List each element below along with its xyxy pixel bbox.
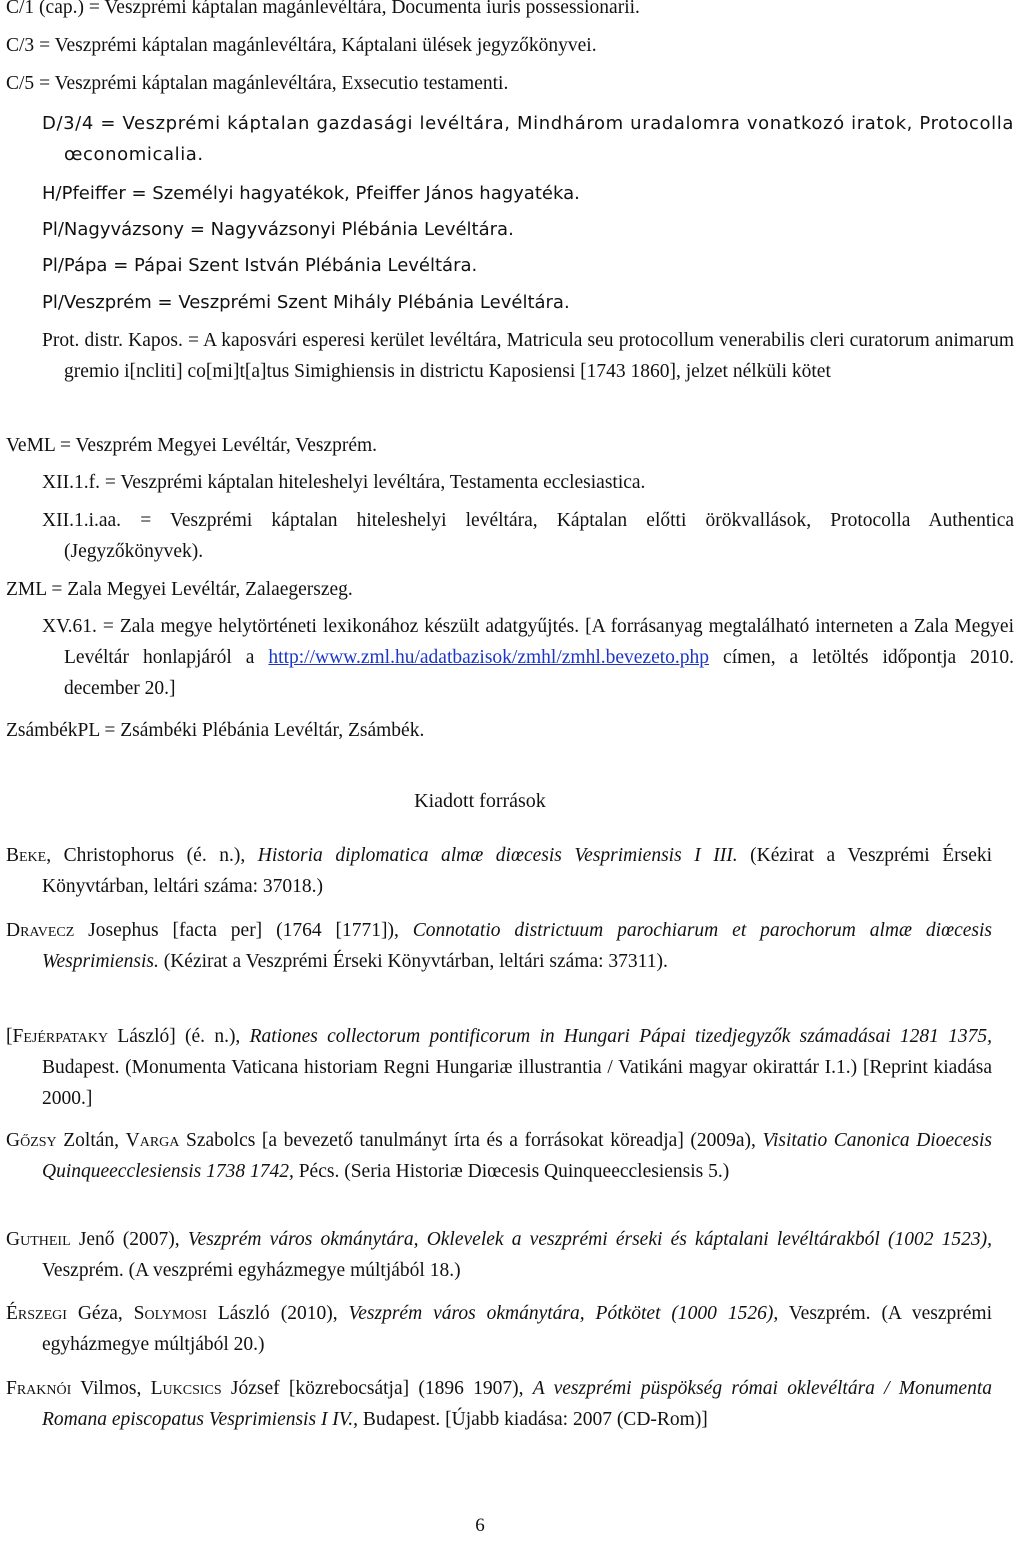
abbr-code: XV.61.	[42, 616, 97, 637]
abbr-code: XII.1.i.aa.	[42, 510, 122, 531]
abbr-desc: = Veszprémi Szent Mihály Plébánia Levéltára.	[157, 292, 570, 313]
ref-rest: Veszprém. (A veszprémi egyházmegye múltjából 18.)	[42, 1260, 461, 1281]
abbr-code: C/5	[6, 73, 35, 94]
abbr-code: Pl/Pápa	[42, 255, 108, 276]
reference-item	[6, 1298, 992, 1360]
ref-rest: Budapest. (Monumenta Vaticana historiam Regni Hungariæ illustrantia / Vatikáni magyar okirattár I.1.) [Reprint kiadása 2000.]	[42, 1057, 992, 1109]
ref-author-rest: Zoltán,	[56, 1130, 126, 1151]
abbr-desc: = Veszprémi káptalan hiteleshelyi levéltára, Káptalan előtti örökvallások, Protocolla Authentica (Jegyzőkönyvek).	[64, 510, 1014, 562]
abbr-code: Pl/Nagyvázsony	[42, 219, 185, 240]
ref-rest: Budapest. [Újabb kiadása: 2007 (CD-Rom)]	[362, 1409, 708, 1430]
abbr-desc: = Veszprémi káptalan magánlevéltára, Exsecutio testamenti.	[39, 73, 509, 94]
abbr-c3	[6, 30, 992, 61]
abbr-papa	[6, 250, 992, 281]
abbr-desc: = Veszprémi káptalan gazdasági levéltára, Mindhárom uradalomra vonatkozó iratok, Protocolla œconomicalia.	[64, 113, 1014, 165]
ref-author-2: Lukcsics	[150, 1378, 222, 1399]
ref-author-2-rest: Szabolcs [a bevezető tanulmányt írta és a forrásokat köreadja] (2009a),	[179, 1130, 756, 1151]
abbr-desc-tail: címen, a letöltés időpontja 2010. december 20.]	[64, 647, 1014, 699]
ref-author: Gőzsy	[6, 1130, 57, 1151]
abbr-desc: = Nagyvázsonyi Plébánia Levéltára.	[189, 219, 514, 240]
ref-author-2: Solymosi	[133, 1303, 207, 1324]
abbr-c1	[6, 0, 992, 23]
abbr-code: XII.1.f.	[42, 472, 100, 493]
ref-rest: Veszprém. (A veszprémi egyházmegye múltjából 20.)	[42, 1303, 992, 1355]
ref-title: Veszprém város okmánytára, Oklevelek a veszprémi érseki és káptalani levéltárakból (1002 1523),	[187, 1229, 993, 1250]
ref-title: Connotatio districtuum parochiarum et parochorum almæ diœcesis Wesprimiensis.	[42, 920, 992, 972]
abbr-desc: = Zsámbéki Plébánia Levéltár, Zsámbék.	[104, 720, 425, 741]
abbr-code: Pl/Veszprém	[42, 292, 152, 313]
ref-title: Historia diplomatica almæ diœcesis Vesprimiensis I III.	[257, 845, 738, 866]
ref-title: Visitatio Canonica Dioecesis Quinqueecclesiensis 1738 1742,	[42, 1130, 993, 1182]
ref-author-2: Varga	[125, 1130, 180, 1151]
ref-author-rest: Géza,	[66, 1303, 134, 1324]
abbr-code: D/3/4	[42, 113, 94, 134]
abbr-desc: = Veszprémi káptalan hiteleshelyi levéltára, Testamenta ecclesiastica.	[104, 472, 646, 493]
abbr-veml	[6, 430, 992, 461]
abbr-zml	[6, 574, 992, 605]
ref-author: Fraknói	[6, 1378, 72, 1399]
page-number: 6	[475, 1515, 485, 1536]
ref-author-rest: Vilmos,	[71, 1378, 151, 1399]
reference-item	[6, 1125, 992, 1187]
ref-author-2-rest: József [közrebocsátja] (1896 1907),	[221, 1378, 524, 1399]
reference-item	[6, 915, 992, 977]
abbr-code: ZsámbékPL	[6, 720, 100, 741]
abbr-prot-distr-kapos	[6, 325, 1014, 387]
abbr-desc: = Pápai Szent István Plébánia Levéltára.	[113, 255, 478, 276]
ref-title: Veszprém város okmánytára, Pótkötet (1000 1526),	[348, 1303, 779, 1324]
ref-author: Dravecz	[6, 920, 75, 941]
abbr-code: Prot. distr. Kapos.	[42, 330, 183, 351]
abbr-desc: = Zala Megyei Levéltár, Zalaegerszeg.	[51, 579, 353, 600]
ref-author-rest: Jenő (2007),	[70, 1229, 180, 1250]
reference-item	[6, 1373, 992, 1435]
abbr-hpfeiffer	[6, 178, 992, 209]
abbr-xv61	[6, 611, 1014, 704]
abbr-nagyvazsony	[6, 214, 992, 245]
abbr-xii1f	[6, 467, 1014, 498]
abbr-xii1iaa	[6, 505, 1014, 567]
abbr-desc: = Veszprém Megyei Levéltár, Veszprém.	[59, 435, 378, 456]
ref-author: [Fejérpataky	[6, 1026, 109, 1047]
abbr-desc: = A kaposvári esperesi kerület levéltára, Matricula seu protocollum venerabilis cleri curatorum animarum gremio i[ncliti] co[mi]t[a]tus Simighiensis in districtu Kaposiensi [1743 1860], jelzet nélküli kötet	[64, 330, 1014, 382]
abbr-desc: = Zala megye helytörténeti lexikonához készült adatgyűjtés. [A forrásanyag megtalálható interneten a Zala Megyei Levéltár honlapjáról a	[64, 616, 1014, 668]
abbr-code: C/1 (cap.)	[6, 0, 84, 18]
reference-item	[6, 840, 992, 902]
ref-author-rest: László] (é. n.),	[108, 1026, 241, 1047]
ref-author-rest: Josephus [facta per] (1764 [1771]),	[74, 920, 399, 941]
ref-rest: (Kézirat a Veszprémi Érseki Könyvtárban, leltári száma: 37311).	[163, 951, 668, 972]
reference-item	[6, 1224, 992, 1286]
abbr-code: VeML	[6, 435, 56, 456]
ref-author: Érszegi	[6, 1303, 67, 1324]
abbr-d34	[6, 108, 1014, 170]
abbr-desc: = Személyi hagyatékok, Pfeiffer János hagyatéka.	[131, 183, 580, 204]
ref-title: Rationes collectorum pontificorum in Hungari Pápai tizedjegyzők számadásai 1281 1375,	[249, 1026, 993, 1047]
abbr-zsambek	[6, 715, 992, 746]
abbr-c5	[6, 68, 992, 99]
abbr-code: C/3	[6, 35, 35, 56]
abbr-veszprem	[6, 287, 992, 318]
abbr-desc: = Veszprémi káptalan magánlevéltára, Documenta iuris possessionarii.	[88, 0, 640, 18]
ref-rest: Pécs. (Seria Historiæ Diœcesis Quinqueecclesiensis 5.)	[298, 1161, 730, 1182]
abbr-desc: = Veszprémi káptalan magánlevéltára, Káptalani ülések jegyzőkönyvei.	[39, 35, 597, 56]
ref-author: Beke	[6, 845, 47, 866]
ref-author-rest: , Christophorus (é. n.),	[46, 845, 246, 866]
reference-item	[6, 1021, 992, 1114]
abbr-code: ZML	[6, 579, 47, 600]
section-heading: Kiadott források	[414, 790, 546, 812]
ref-title: A veszprémi püspökség római oklevéltára / Monumenta Romana episcopatus Vesprimiensis I IV.,	[42, 1378, 992, 1430]
zml-link[interactable]: http://www.zml.hu/adatbazisok/zmhl/zmhl.bevezeto.php	[268, 647, 710, 668]
ref-author: Gutheil	[6, 1229, 71, 1250]
ref-author-2-rest: László (2010),	[206, 1303, 338, 1324]
abbr-code: H/Pfeiffer	[42, 183, 126, 204]
ref-rest: (Kézirat a Veszprémi Érseki Könyvtárban, leltári száma: 37018.)	[42, 845, 993, 897]
